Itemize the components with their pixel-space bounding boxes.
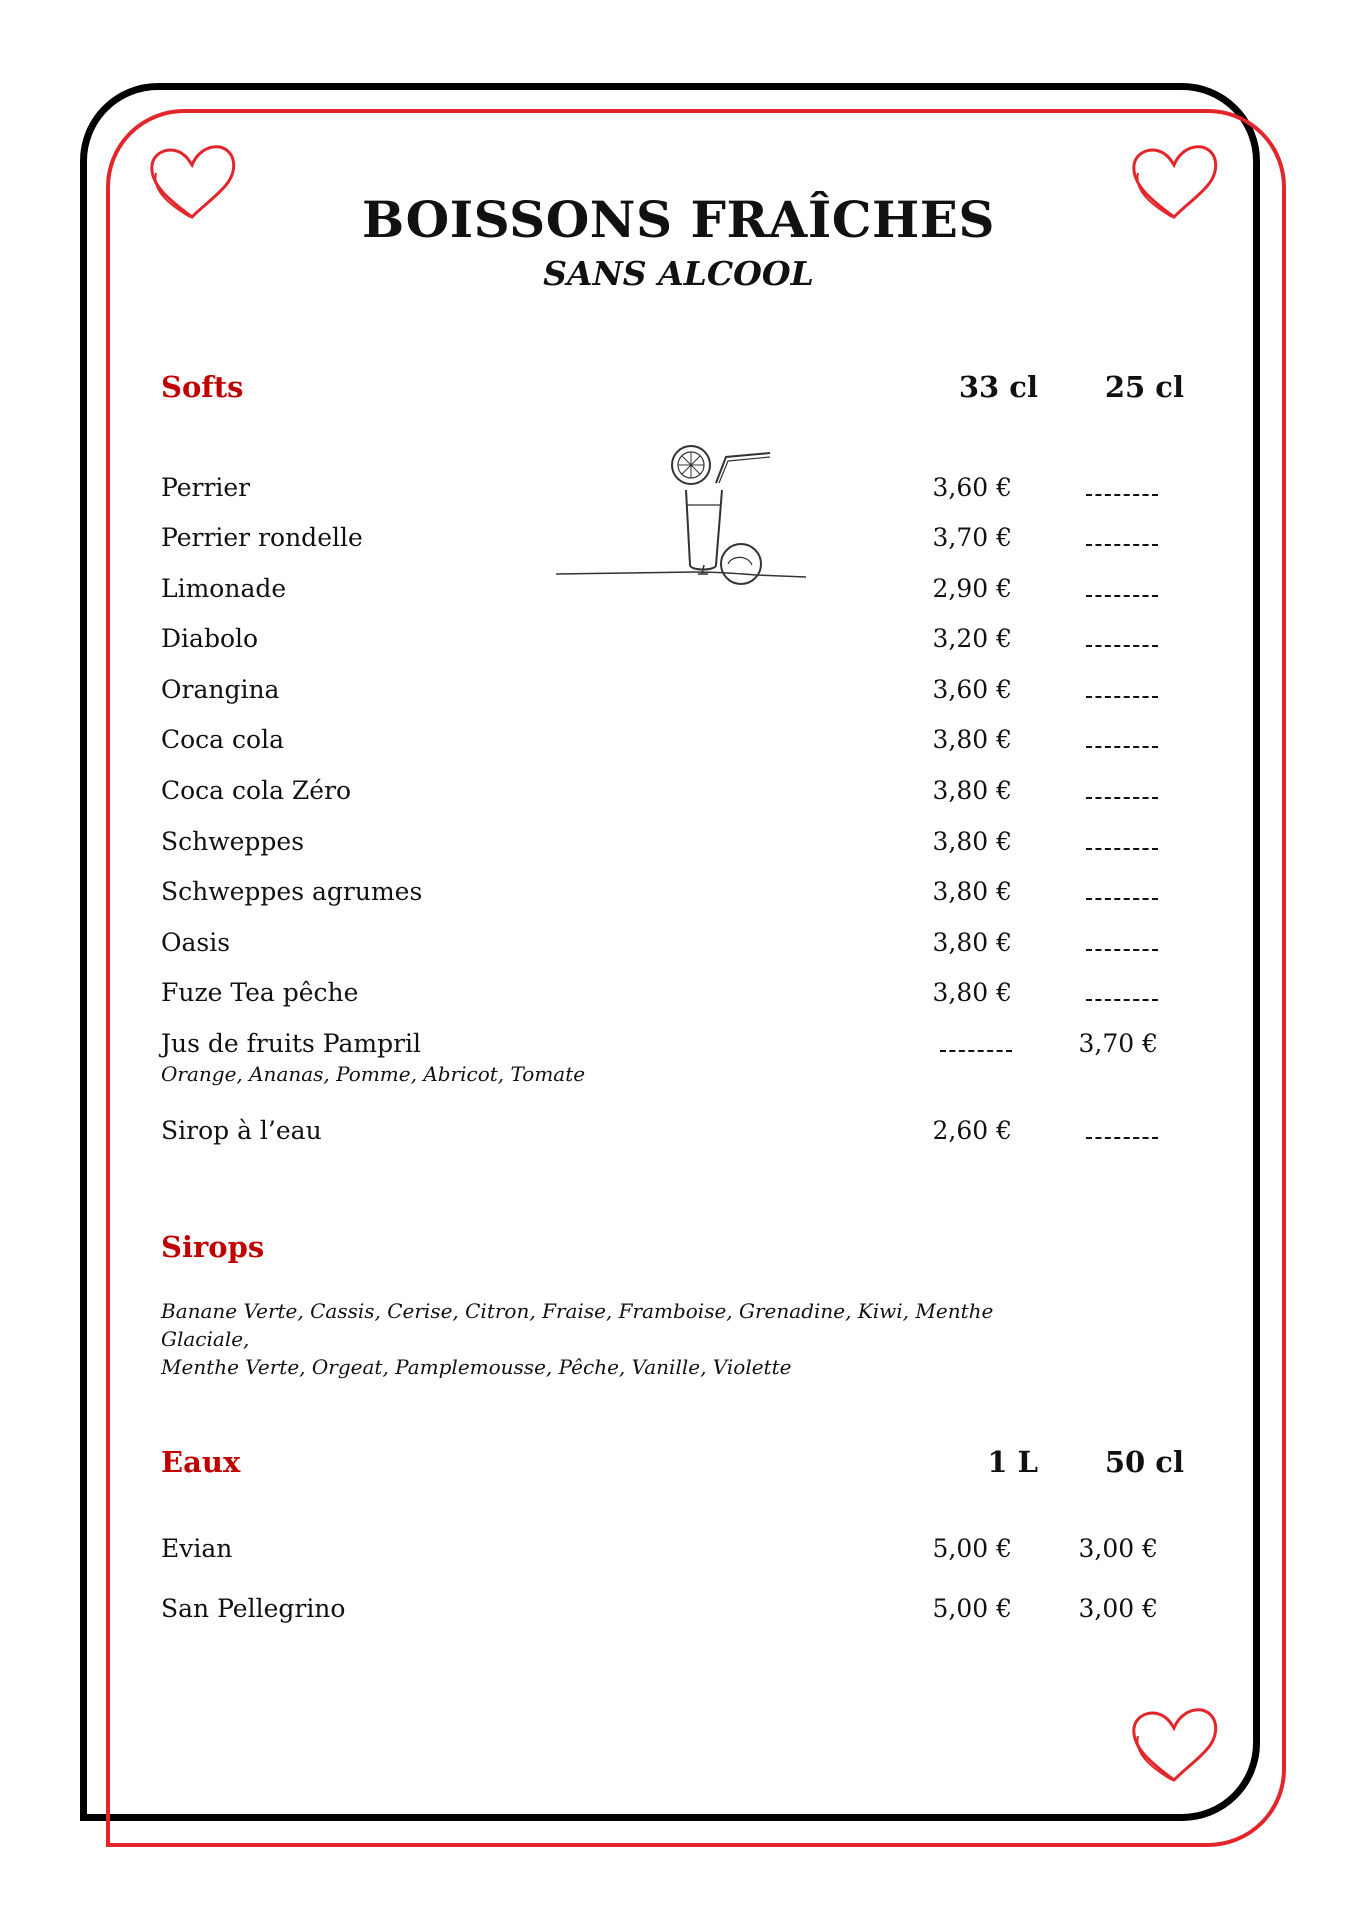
section-title-sirops: Sirops — [161, 1230, 265, 1264]
item-name: Fuze Tea pêche — [161, 978, 359, 1007]
item-price-33cl: 3,80 € — [932, 827, 1012, 856]
item-name: Schweppes — [161, 827, 305, 856]
dash-placeholder — [1086, 579, 1158, 597]
eaux-col-head-1l: 1 L — [987, 1445, 1038, 1479]
dash-placeholder — [940, 1034, 1012, 1052]
item-price-33cl: 3,60 € — [932, 675, 1012, 704]
item-price-50cl: 3,00 € — [1078, 1594, 1158, 1623]
item-name: Diabolo — [161, 624, 259, 653]
item-price-33cl: 3,80 € — [932, 877, 1012, 906]
item-price-25cl-empty — [1086, 624, 1158, 653]
item-price-50cl: 3,00 € — [1078, 1534, 1158, 1563]
item-price-1l: 5,00 € — [932, 1534, 1012, 1563]
list-item — [161, 624, 1181, 658]
list-item — [161, 523, 1181, 557]
sirops-flavours-list — [161, 1297, 1061, 1381]
jus-flavours-note: Orange, Ananas, Pomme, Abricot, Tomate — [161, 1062, 586, 1086]
item-price-25cl-empty — [1086, 776, 1158, 805]
list-item — [161, 675, 1181, 709]
section-title-softs: Softs — [161, 370, 244, 404]
item-name: Schweppes agrumes — [161, 877, 423, 906]
item-price-33cl: 3,70 € — [932, 523, 1012, 552]
sirops-line: Menthe Verte, Orgeat, Pamplemousse, Pêche, Vanille, Violette — [161, 1355, 792, 1379]
dash-placeholder — [1086, 1121, 1158, 1139]
item-price-25cl-empty — [1086, 725, 1158, 754]
item-price-25cl-empty — [1086, 827, 1158, 856]
item-price-33cl: 3,20 € — [932, 624, 1012, 653]
item-price-33cl: 3,80 € — [932, 978, 1012, 1007]
softs-col-head-33cl: 33 cl — [958, 370, 1038, 404]
item-name: Evian — [161, 1534, 233, 1563]
list-item — [161, 877, 1181, 911]
item-price-33cl: 3,80 € — [932, 725, 1012, 754]
list-item — [161, 1594, 1181, 1628]
eaux-col-head-50cl: 50 cl — [1104, 1445, 1184, 1479]
item-name: San Pellegrino — [161, 1594, 346, 1623]
list-item — [161, 1534, 1181, 1568]
dash-placeholder — [1086, 781, 1158, 799]
item-name: Perrier — [161, 473, 251, 502]
dash-placeholder — [1086, 478, 1158, 496]
item-price-33cl-empty — [940, 1029, 1012, 1058]
item-price-33cl: 2,60 € — [932, 1116, 1012, 1145]
item-price-33cl: 2,90 € — [932, 574, 1012, 603]
list-item — [161, 473, 1181, 507]
list-item — [161, 978, 1181, 1012]
item-name: Limonade — [161, 574, 287, 603]
item-price-25cl-empty — [1086, 473, 1158, 502]
item-price-25cl-empty — [1086, 574, 1158, 603]
section-title-eaux: Eaux — [161, 1445, 241, 1479]
list-item — [161, 725, 1181, 759]
item-price-25cl-empty — [1086, 1116, 1158, 1145]
sirops-line: Banane Verte, Cassis, Cerise, Citron, Fraise, Framboise, Grenadine, Kiwi, Menthe Glaciale, — [161, 1299, 994, 1351]
dash-placeholder — [1086, 730, 1158, 748]
dash-placeholder — [1086, 629, 1158, 647]
dash-placeholder — [1086, 882, 1158, 900]
item-price-25cl-empty — [1086, 675, 1158, 704]
item-price-33cl: 3,80 € — [932, 776, 1012, 805]
list-item — [161, 928, 1181, 962]
softs-col-head-25cl: 25 cl — [1104, 370, 1184, 404]
item-name: Coca cola Zéro — [161, 776, 352, 805]
page-title: BOISSONS FRAÎCHES — [361, 190, 995, 249]
item-name: Coca cola — [161, 725, 284, 754]
page-subtitle: SANS ALCOOL — [543, 254, 814, 293]
dash-placeholder — [1086, 933, 1158, 951]
list-item — [161, 1116, 1181, 1150]
item-name: Sirop à l’eau — [161, 1116, 322, 1145]
item-price-1l: 5,00 € — [932, 1594, 1012, 1623]
item-price-25cl-empty — [1086, 928, 1158, 957]
item-price-25cl-empty — [1086, 978, 1158, 1007]
heart-outline-icon — [1128, 1706, 1220, 1786]
item-price-25cl-empty — [1086, 877, 1158, 906]
dash-placeholder — [1086, 528, 1158, 546]
item-name: Perrier rondelle — [161, 523, 363, 552]
list-item — [161, 776, 1181, 810]
item-name: Jus de fruits Pampril — [161, 1029, 422, 1058]
item-price-33cl: 3,60 € — [932, 473, 1012, 502]
item-name: Oasis — [161, 928, 231, 957]
dash-placeholder — [1086, 680, 1158, 698]
list-item — [161, 574, 1181, 608]
item-price-25cl-empty — [1086, 523, 1158, 552]
item-name: Orangina — [161, 675, 280, 704]
item-price-33cl: 3,80 € — [932, 928, 1012, 957]
dash-placeholder — [1086, 832, 1158, 850]
list-item — [161, 827, 1181, 861]
list-item — [161, 1029, 1181, 1063]
dash-placeholder — [1086, 983, 1158, 1001]
cocktail-glass-illustration — [556, 443, 806, 593]
item-price-25cl: 3,70 € — [1078, 1029, 1158, 1058]
